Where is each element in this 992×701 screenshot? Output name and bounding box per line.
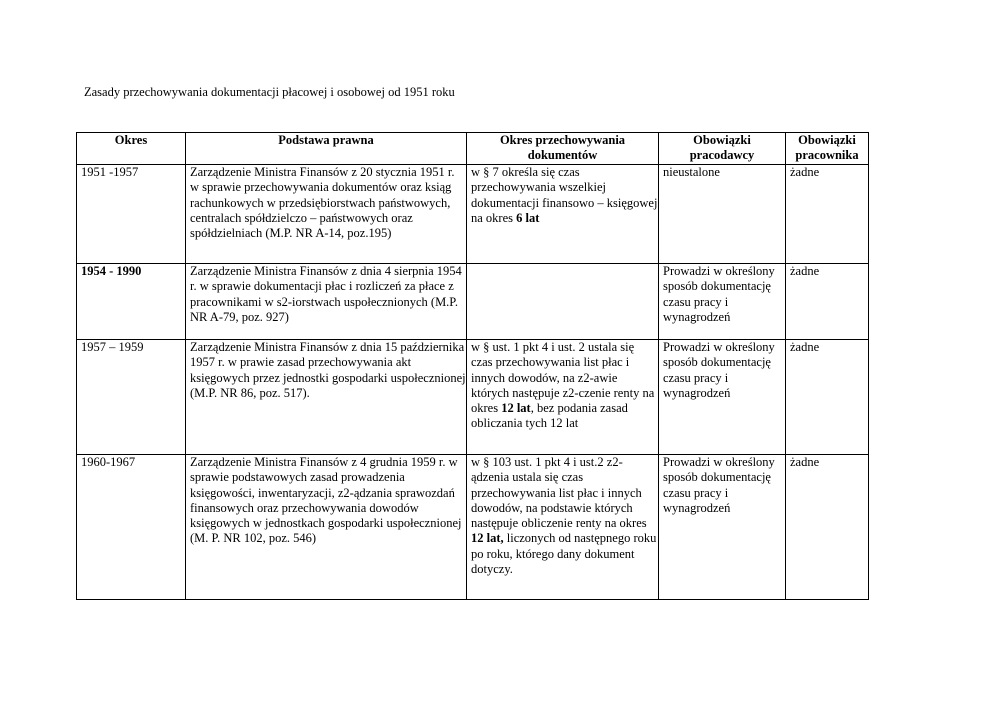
cell-retention xyxy=(467,340,659,455)
retention-duration: 6 lat xyxy=(516,210,540,225)
legal-basis-text: Zarządzenie Ministra Finansów z dnia 15 października 1957 r. w prawie zasad przechowywania akt księgowych przez jednostki gospodarki uspołecznionej (M.P. NR 86, poz. 517). xyxy=(190,340,466,400)
retention-text: w § 103 ust. 1 pkt 4 i ust.2 z2-ądzenia ustala się czas przechowywania list płac i innych dowodów, na podstawie których następuje obliczenie renty na okres xyxy=(471,455,647,531)
cell-retention xyxy=(467,455,659,600)
document-title: Zasady przechowywania dokumentacji płacowej i osobowej od 1951 roku xyxy=(84,85,455,99)
cell-legal-basis xyxy=(186,165,467,264)
employer-duties-text: Prowadzi w określony sposób dokumentację czasu pracy i wynagrodzeń xyxy=(663,264,775,324)
cell-legal-basis xyxy=(186,455,467,600)
employer-duties-text: nieustalone xyxy=(663,165,720,179)
legal-basis-text: Zarządzenie Ministra Finansów z 4 grudnia 1959 r. w sprawie podstawowych zasad prowadzenia księgowości, inwentaryzacji, z2-ądzania sprawozdań finansowych oraz przechowywania dowodów księgowych w jednostkach gospodarki uspołecznionej (M. P. NR 102, poz. 546) xyxy=(190,455,462,546)
header-employee-duties: Obowiązki pracownika xyxy=(786,133,869,165)
cell-employee-duties xyxy=(786,165,869,264)
employer-duties-text: Prowadzi w określony sposób dokumentację czasu pracy i wynagrodzeń xyxy=(663,455,775,515)
cell-employer-duties xyxy=(659,165,786,264)
period-text: 1954 - 1990 xyxy=(81,264,142,278)
employee-duties-text: żadne xyxy=(790,340,820,354)
period-text: 1960-1967 xyxy=(81,455,136,469)
table-row xyxy=(77,264,869,340)
cell-retention xyxy=(467,264,659,340)
cell-period xyxy=(77,340,186,455)
table-row xyxy=(77,165,869,264)
retention-duration: 12 lat, xyxy=(471,531,504,546)
cell-employer-duties xyxy=(659,455,786,600)
cell-employee-duties xyxy=(786,264,869,340)
header-legal-basis: Podstawa prawna xyxy=(186,133,467,165)
table-row xyxy=(77,455,869,600)
employee-duties-text: żadne xyxy=(790,264,820,278)
retention-text: w § 7 określa się czas przechowywania wszelkiej dokumentacji finansowo – księgowej na okres xyxy=(471,165,658,225)
retention-text: w § ust. 1 pkt 4 i ust. 2 ustala się czas przechowywania list płac i innych dowodów, na z2-awie których następuje z2-czenie renty na okres xyxy=(471,340,655,416)
header-period: Okres xyxy=(77,133,186,165)
cell-employer-duties xyxy=(659,340,786,455)
cell-period xyxy=(77,165,186,264)
legal-basis-text: Zarządzenie Ministra Finansów z dnia 4 sierpnia 1954 r. w sprawie dokumentacji płac i rozliczeń za płace z pracownikami w s2-iorstwach uspołecznionych (M.P. NR A-79, poz. 927) xyxy=(190,264,462,324)
cell-employee-duties xyxy=(786,455,869,600)
employee-duties-text: żadne xyxy=(790,165,820,179)
retention-rules-table xyxy=(76,132,869,600)
cell-retention xyxy=(467,165,659,264)
cell-employer-duties xyxy=(659,264,786,340)
employer-duties-text: Prowadzi w określony sposób dokumentację czasu pracy i wynagrodzeń xyxy=(663,340,775,400)
retention-text-continued: , bez podania zasad obliczania tych 12 lat xyxy=(471,401,628,431)
employee-duties-text: żadne xyxy=(790,455,820,469)
header-retention-period: Okres przechowywania dokumentów xyxy=(467,133,659,165)
table-header-row xyxy=(77,133,869,165)
cell-period xyxy=(77,264,186,340)
legal-basis-text: Zarządzenie Ministra Finansów z 20 stycznia 1951 r. w sprawie przechowywania dokumentów oraz ksiąg rachunkowych w przedsiębiorstwach państwowych, centralach spółdzielczo – państwowych oraz spółdzielniach (M.P. NR A-14, poz.195) xyxy=(190,165,455,241)
header-employer-duties: Obowiązki pracodawcy xyxy=(659,133,786,165)
cell-legal-basis xyxy=(186,264,467,340)
cell-legal-basis xyxy=(186,340,467,455)
table-row xyxy=(77,340,869,455)
cell-employee-duties xyxy=(786,340,869,455)
period-text: 1951 -1957 xyxy=(81,165,139,179)
retention-text-continued: liczonych od następnego roku po roku, którego dany dokument dotyczy. xyxy=(471,531,657,577)
cell-period xyxy=(77,455,186,600)
period-text: 1957 – 1959 xyxy=(81,340,144,354)
retention-duration: 12 lat xyxy=(501,401,531,416)
